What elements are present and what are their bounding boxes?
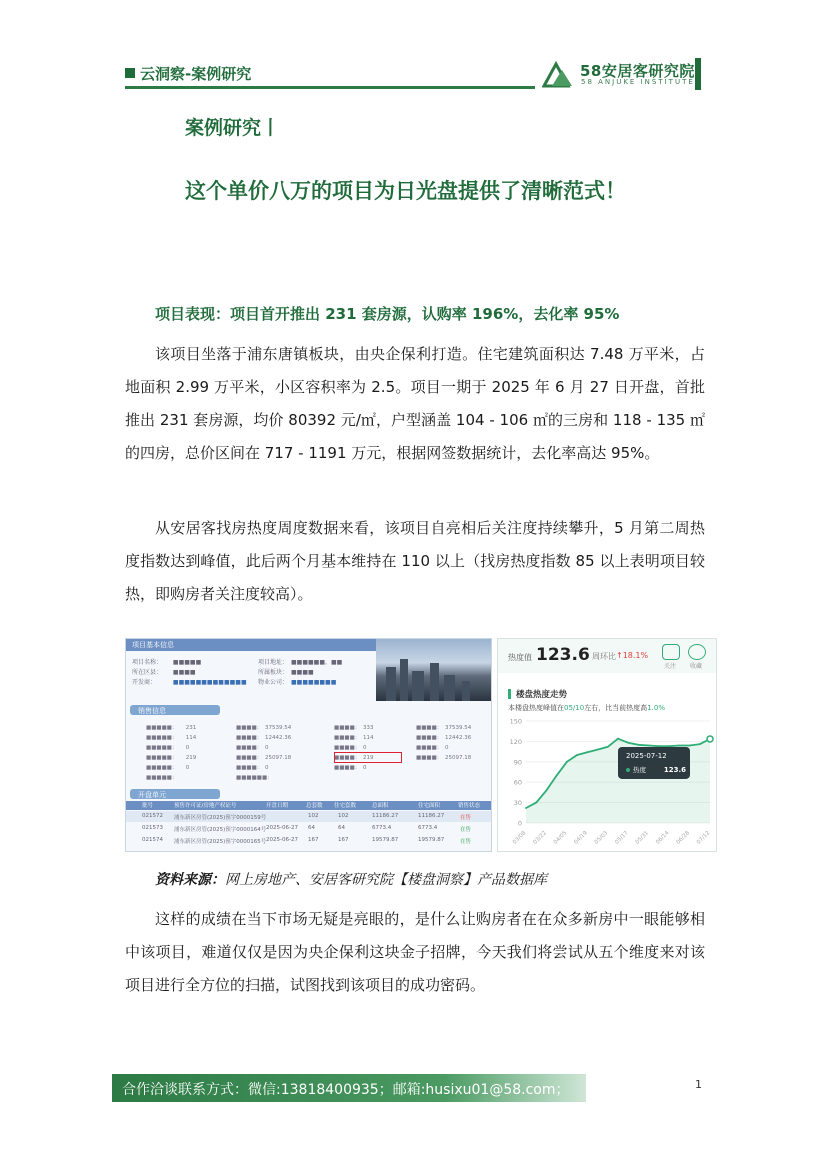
logo-subtext: 58 ANJUKE INSTITUTE (581, 78, 695, 86)
table-header-cell: 住宅套数 (334, 803, 357, 809)
x-tick-label: 04/19 (573, 830, 589, 846)
data-point (566, 761, 568, 763)
section-heading: 案例研究丨 (185, 117, 281, 139)
data-point (678, 745, 680, 747)
x-tick-label: 05/17 (614, 830, 630, 846)
project-info-screenshot (125, 638, 492, 852)
sales-info-header: 销售信息 (130, 705, 220, 715)
data-point (627, 742, 629, 744)
data-point (586, 751, 588, 753)
x-tick-label: 05/03 (593, 830, 610, 846)
weekly-change-value: ↑18.1% (616, 651, 649, 660)
project-photo (376, 639, 491, 701)
footer-contact: 合作洽谈联系方式：微信:13818400935；邮箱:husixu01@58.com； (122, 1082, 570, 1098)
source-note: 资料来源：网上房地产、安居客研究院【楼盘洞察】产品数据库 (155, 872, 547, 888)
weekly-change-label: 周环比 (592, 652, 616, 661)
heat-trend-chart (498, 715, 716, 851)
x-tick-label: 07/12 (695, 830, 712, 846)
paragraph-text: 这样的成绩在当下市场无疑是亮眼的，是什么让购房者在在众多新房中一眼能够相中该项目，难道仅仅是因为央企保利这块金子招牌，今天我们将尝试从五个维度来对该项目进行全方位的扫描，试图找到该项目的成功密码。 (125, 910, 705, 994)
header-bullet (125, 68, 135, 78)
x-tick-label: 06/14 (655, 830, 671, 846)
paragraph-text: 该项目坐落于浦东唐镇板块，由央企保利打造。住宅建筑面积达 7.48 万平米，占地面积 2.99 万平米，小区容积率为 2.5。项目一期于 2025 年 6 月 27 日开盘，首批推出 231 套房源，均价 80392 元/㎡，户型涵盖 104 - 106 ㎡的三房和 118 - 135 ㎡的四房，总价区间在 717 - 1191 万元，根据网签数据统计，去化率高达 95%。 (125, 345, 705, 462)
table-row: 021572 浦东新区房管(2025)预字0000159号 102 102 11186.27 11186.27 在售 (126, 811, 491, 822)
page-number: 1 (695, 1078, 702, 1091)
sub-heading: 项目表现：项目首开推出 231 套房源，认购率 196%，去化率 95% (155, 305, 620, 323)
data-point (576, 754, 578, 756)
heart-icon (688, 644, 706, 660)
data-point (597, 749, 599, 751)
x-tick-label: 03/08 (511, 830, 528, 846)
data-point (525, 807, 527, 809)
x-tick-label: 05/31 (634, 830, 651, 846)
table-header-cell: 总面积 (372, 803, 389, 809)
data-point (607, 746, 609, 748)
y-tick-label: 60 (513, 778, 522, 787)
trend-title-marker (508, 689, 511, 699)
table-header-cell: 住宅面积 (418, 803, 441, 809)
table-row: 021574 浦东新区房管(2025)预字0000165号 2025-06-27 167 167 19579.87 19579.87 在售 (142, 837, 472, 845)
data-point (617, 738, 619, 740)
data-point (689, 745, 691, 747)
paragraph-text: 从安居客找房热度周度数据来看，该项目自亮相后关注度持续攀升，5 月第二周热度指数达到峰值，此后两个月基本维持在 110 以上（找房热度指数 85 以上表明项目较热，即购房者关注度较高）。 (125, 519, 705, 603)
tooltip-date: 2025-07-12 (626, 751, 667, 760)
table-header-cell: 总套数 (306, 803, 323, 809)
table-header-cell: 预售许可证/房地产权证号 (174, 803, 237, 809)
y-tick-label: 30 (513, 799, 522, 808)
heart-icon-label: 收藏 (690, 663, 703, 670)
table-header-cell: 销售状态 (458, 803, 481, 809)
logo-bar (695, 58, 701, 90)
sales-info-grid: ■■■■■： 231 ■■■■■： 114 ■■■■■： 0 ■■■■■： 219 ■■■■■： 0 ■■■■■： ■■■■： 37539.54 ■■■■： 12442.36 ■■■■： 0 ■■■■： 25097.18 ■■■■： 0 ■■■■■■： ■■■■： 333 ■■■■： 114 ■■■■： 0 ■■■■： 219 ■■■■： 0 ■■■■： 37539.54 ■■■■： 12442.36 ■■■■： 0 ■■■■： 25097.18 (146, 725, 472, 781)
heat-trend-screenshot (497, 638, 717, 852)
data-point (658, 745, 660, 747)
x-tick-label: 03/22 (532, 830, 548, 846)
logo-icon (542, 60, 574, 88)
body-paragraph-3 (125, 903, 705, 1002)
trend-title: 楼盘热度走势 (516, 690, 568, 700)
y-tick-label: 150 (509, 717, 522, 726)
tooltip-value: 123.6 (663, 765, 686, 774)
project-basic-info: 项目名称： ■■■■■ 所在区县： ■■■■ 开发商： ■■■■■■■■■■■■■ 项目地址： ■■■■■■，■■ 所属板块： ■■■■ 物业公司： ■■■■■■■■ (132, 659, 343, 686)
data-point (556, 775, 558, 777)
heat-value: 123.6 (536, 645, 590, 665)
data-point (668, 745, 670, 747)
y-tick-label: 120 (509, 737, 522, 746)
data-point (648, 745, 650, 747)
tooltip-label: 热度 (633, 765, 646, 774)
body-paragraph-1 (125, 338, 705, 470)
home-icon (662, 644, 680, 660)
logo-text: 58安居客研究院 (580, 62, 695, 80)
x-tick-label: 06/28 (675, 830, 691, 846)
home-icon-label: 关注 (664, 663, 677, 670)
tooltip-dot (626, 768, 630, 772)
data-point (638, 744, 640, 746)
data-point (546, 789, 548, 791)
header-rule (125, 86, 535, 89)
page-title: 这个单价八万的项目为日光盘提供了清晰范式！ (185, 179, 626, 203)
y-tick-label: 90 (513, 758, 522, 767)
data-point (699, 743, 701, 745)
highlight-point (707, 736, 713, 742)
heat-label: 热度值 (508, 653, 532, 662)
trend-description: 本楼盘热度峰值在05/10左右，比当前热度高1.0% (508, 704, 665, 712)
table-row: 021573 浦东新区房管(2025)预字0000164号 2025-06-27 64 64 6773.4 6773.4 在售 (142, 825, 472, 833)
body-paragraph-2 (125, 512, 705, 611)
highlight-box (334, 752, 402, 763)
x-tick-label: 04/05 (552, 830, 569, 846)
table-header-cell: 开盘日期 (266, 803, 289, 809)
table-header-cell: 批号 (142, 803, 154, 809)
screenshot-topbar-label: 项目基本信息 (132, 641, 174, 649)
header-title: 云洞察-案例研究 (140, 65, 252, 83)
y-tick-label: 0 (517, 819, 522, 828)
data-point (535, 802, 537, 804)
opening-units-header: 开盘单元 (130, 789, 220, 799)
